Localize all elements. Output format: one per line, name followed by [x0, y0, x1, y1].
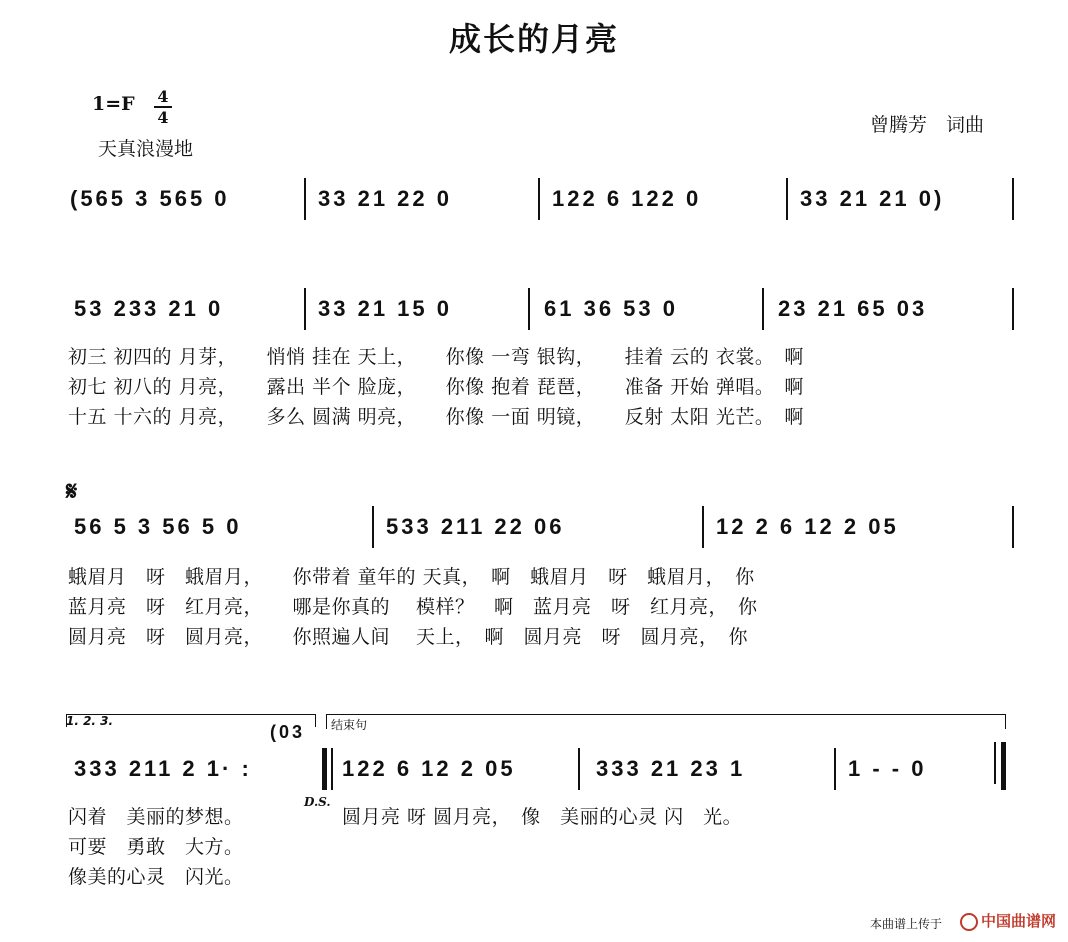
segno-sign: 𝄋 [66, 477, 78, 507]
measure: 333 21 23 1 [596, 756, 746, 781]
time-signature [154, 88, 172, 126]
lyric-line: 闪着 美丽的梦想。 [68, 806, 244, 828]
site-logo[interactable] [960, 910, 1056, 931]
ending-bracket [326, 714, 1006, 729]
measure: 61 36 53 0 [544, 296, 678, 321]
barline [528, 288, 530, 330]
measure: 53 233 21 0 [74, 296, 224, 321]
repeat-barline [322, 748, 327, 790]
ds-marking: D.S. [304, 795, 331, 809]
barline [372, 506, 374, 548]
barline [1012, 288, 1014, 330]
composer-credit: 曾腾芳 词曲 [870, 114, 985, 136]
time-signature-bottom: 4 [157, 108, 169, 127]
barline [1012, 506, 1014, 548]
measure: 122 6 122 0 [552, 186, 702, 211]
measure: 33 21 22 0 [318, 186, 452, 211]
measure: 1 - - 0 [848, 756, 927, 781]
measure: 23 21 65 03 [778, 296, 928, 321]
barline [331, 748, 333, 790]
barline [578, 748, 580, 790]
barline [762, 288, 764, 330]
measure: 56 5 3 56 5 0 [74, 514, 242, 539]
ending-label: 结束句 [331, 718, 368, 732]
barline [702, 506, 704, 548]
lyric-line: 十五 十六的 月亮， 多么 圆满 明亮， 你像 一面 明镜， 反射 太阳 光芒。 啊 [68, 406, 804, 428]
lyric-line: 蛾眉月 呀 蛾眉月， 你带着 童年的 天真， 啊 蛾眉月 呀 蛾眉月， 你 [68, 566, 755, 588]
final-barline [1001, 742, 1006, 790]
page-title: 成长的月亮 [448, 20, 619, 58]
lyric-line-ending: 圆月亮 呀 圆月亮， 像 美丽的心灵 闪 光。 [342, 806, 743, 828]
volta-label: 1. 2. 3. [66, 714, 114, 728]
measure: 33 21 21 0) [800, 186, 945, 211]
measure: 33 21 15 0 [318, 296, 452, 321]
barline [994, 742, 996, 784]
lyric-line: 可要 勇敢 大方。 [68, 836, 244, 858]
lyric-line: 圆月亮 呀 圆月亮， 你照遍人间 天上， 啊 圆月亮 呀 圆月亮， 你 [68, 626, 749, 648]
measure: 533 211 22 06 [386, 514, 565, 539]
barline [786, 178, 788, 220]
lyric-line: 初三 初四的 月芽， 悄悄 挂在 天上， 你像 一弯 银钩， 挂着 云的 衣裳。 啊 [68, 346, 804, 368]
measure: 333 211 2 1· : [74, 756, 252, 781]
barline [834, 748, 836, 790]
site-name: 中国曲谱网 [981, 912, 1057, 930]
tempo-marking: 天真浪漫地 [98, 138, 194, 160]
barline [1012, 178, 1014, 220]
time-signature-top: 4 [157, 87, 169, 106]
measure: (565 3 565 0 [70, 186, 230, 211]
logo-icon [960, 913, 978, 931]
lyric-line: 像美的心灵 闪光。 [68, 866, 244, 888]
barline [538, 178, 540, 220]
measure: 12 2 6 12 2 05 [716, 514, 899, 539]
barline [304, 288, 306, 330]
barline [304, 178, 306, 220]
lyric-line: 蓝月亮 呀 红月亮， 哪是你真的 模样？ 啊 蓝月亮 呀 红月亮， 你 [68, 596, 758, 618]
key-signature: 1=F [92, 93, 135, 115]
measure: 122 6 12 2 05 [342, 756, 516, 781]
lyric-line: 初七 初八的 月亮， 露出 半个 脸庞， 你像 抱着 琵琶， 准备 开始 弹唱。 啊 [68, 376, 804, 398]
upload-note: 本曲谱上传于 [870, 917, 943, 931]
pickup-notes: (03 [270, 722, 306, 742]
